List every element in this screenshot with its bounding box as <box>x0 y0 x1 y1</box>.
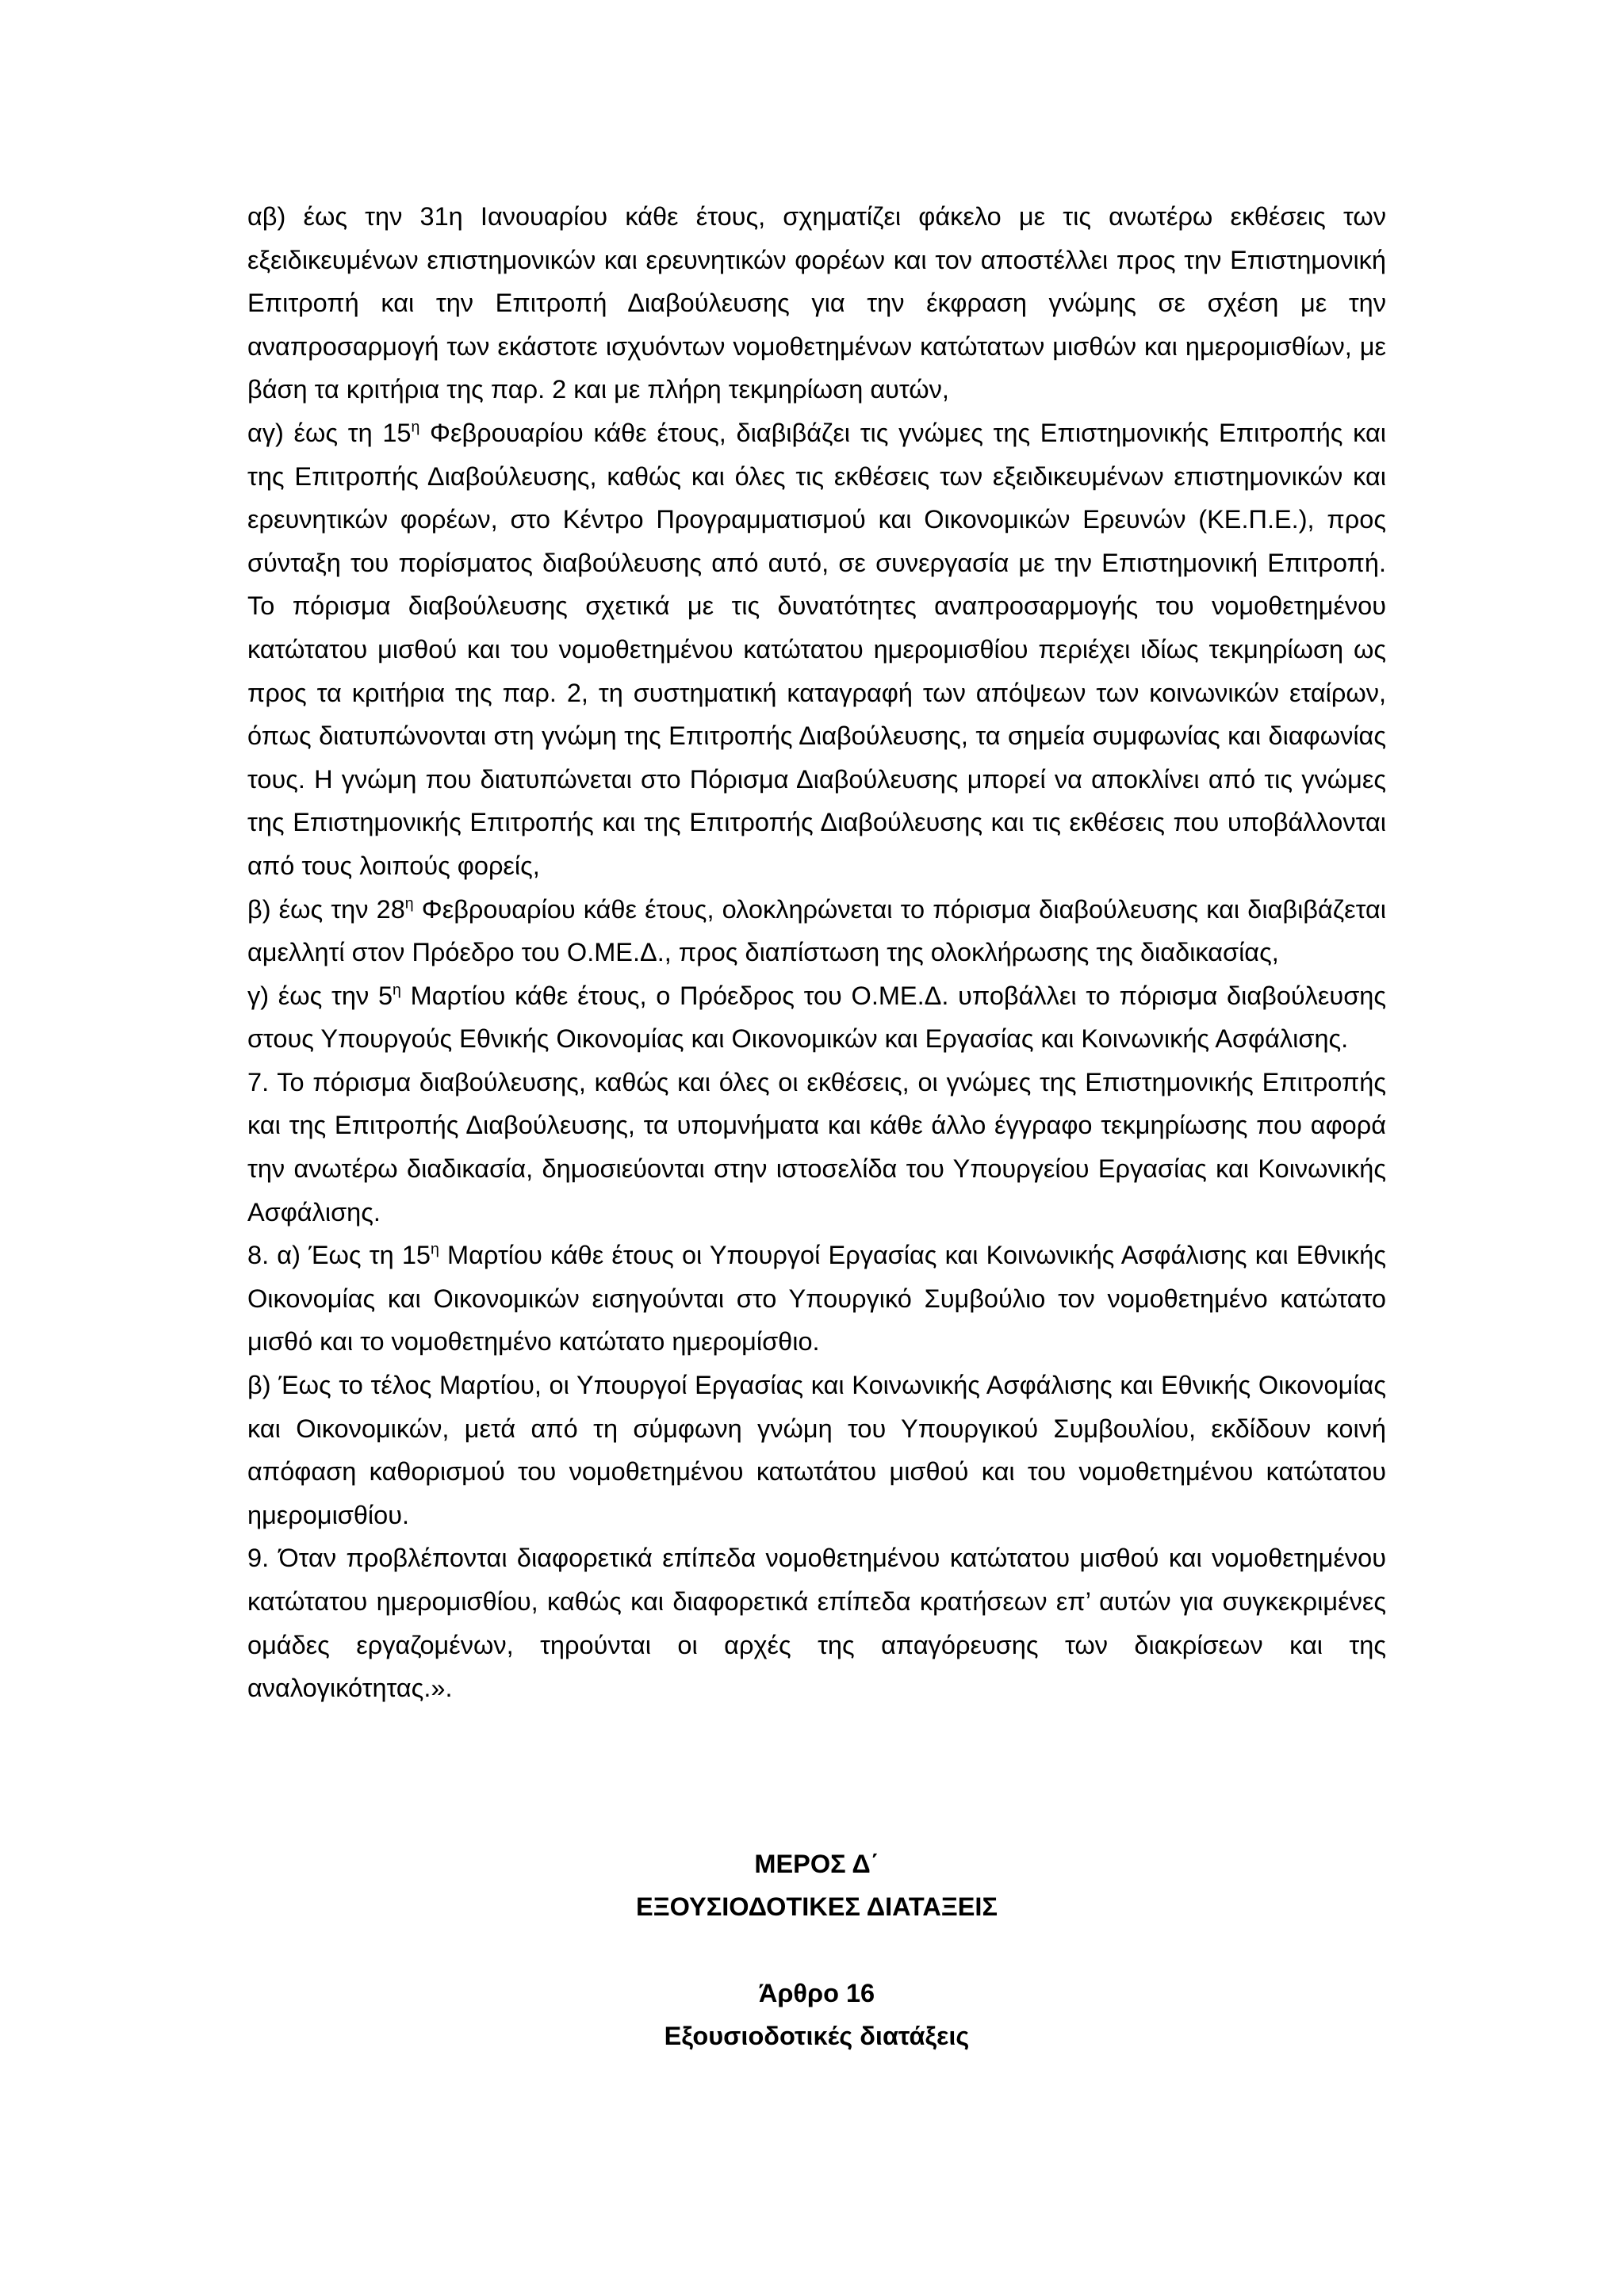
paragraph-7: 7. Το πόρισμα διαβούλευσης, καθώς και όλες οι εκθέσεις, οι γνώμες της Επιστημονικής Επιτροπής και της Επιτροπής Διαβούλευσης, τα υπομνήματα και κάθε άλλο έγγραφο τεκμηρίωσης που αφορά την ανωτέρω διαδικασία, δημοσιεύονται στην ιστοσελίδα του Υπουργείου Εργασίας και Κοινωνικής Ασφάλισης. <box>247 1067 1386 1226</box>
article-title: Εξουσιοδοτικές διατάξεις <box>664 2022 970 2050</box>
article-label: Άρθρο 16 <box>758 1979 875 2007</box>
part-heading <box>247 1843 1386 1928</box>
paragraph-8b: β) Έως το τέλος Μαρτίου, οι Υπουργοί Εργασίας και Κοινωνικής Ασφάλισης και Εθνικής Οικονομίας και Οικονομικών, μετά από τη σύμφωνη γνώμη του Υπουργικού Συμβουλίου, εκδίδουν κοινή απόφαση καθορισμού του νομοθετημένου κατωτάτου μισθού και του νομοθετημένου κατώτατου ημερομισθίου. <box>247 1371 1386 1529</box>
paragraph-b: β) έως την $28^\eta$ Φεβρουαρίου κάθε έτους, ολοκληρώνεται το πόρισμα διαβούλευσης και διαβιβάζεται αμελλητί στον Πρόεδρο του Ο.ΜΕ.Δ., προς διαπίστωση της ολοκλήρωσης της διαδικασίας, <box>247 894 1386 967</box>
paragraph-9: 9. Όταν προβλέπονται διαφορετικά επίπεδα νομοθετημένου κατώτατου μισθού και νομοθετημένου κατώτατου ημερομισθίου, καθώς και διαφορετικά επίπεδα κρατήσεων επ’ αυτών για συγκεκριμένες ομάδες εργαζομένων, τηρούνται οι αρχές της απαγόρευσης των διακρίσεων και της αναλογικότητας.». <box>247 1544 1386 1703</box>
paragraph-ag: αγ) έως τη $15^\eta$ Φεβρουαρίου κάθε έτους, διαβιβάζει τις γνώμες της Επιστημονικής Επιτροπής και της Επιτροπής Διαβούλευσης, καθώς και όλες τις εκθέσεις των εξειδικευμένων επιστημονικών και ερευνητικών φορέων, στο Κέντρο Προγραμματισμού και Οικονομικών Ερευνών (ΚΕ.Π.Ε.), προς σύνταξη του πορίσματος διαβούλευσης από αυτό, σε συνεργασία με την Επιστημονική Επιτροπή. Το πόρισμα διαβούλευσης σχετικά με τις δυνατότητες αναπροσαρμογής του νομοθετημένου κατώτατου μισθού και του νομοθετημένου κατώτατου ημερομισθίου περιέχει ιδίως τεκμηρίωση ως προς τα κριτήρια της παρ. 2, τη συστηματική καταγραφή των απόψεων των κοινωνικών εταίρων, όπως διατυπώνονται στη γνώμη της Επιτροπής Διαβούλευσης, τα σημεία συμφωνίας και διαφωνίας τους. Η γνώμη που διατυπώνεται στο Πόρισμα Διαβούλευσης μπορεί να αποκλίνει από τις γνώμες της Επιστημονικής Επιτροπής και της Επιτροπής Διαβούλευσης και τις εκθέσεις που υποβάλλονται από τους λοιπούς φορείς, <box>247 418 1386 880</box>
paragraph-g: γ) έως την $5^\eta$ Μαρτίου κάθε έτους, ο Πρόεδρος του Ο.ΜΕ.Δ. υποβάλλει το πόρισμα διαβούλευσης στους Υπουργούς Εθνικής Οικονομίας και Οικονομικών και Εργασίας και Κοινωνικής Ασφάλισης. <box>247 981 1386 1054</box>
paragraph-8a: 8. α) Έως τη $15^\eta$ Μαρτίου κάθε έτους οι Υπουργοί Εργασίας και Κοινωνικής Ασφάλισης και Εθνικής Οικονομίας και Οικονομικών εισηγούνται στο Υπουργικό Συμβούλιο τον νομοθετημένο κατώτατο μισθό και το νομοθετημένο κατώτατο ημερομίσθιο. <box>247 1240 1387 1357</box>
part-label: ΜΕΡΟΣ Δ΄ <box>754 1850 879 1878</box>
article-heading <box>247 1972 1386 2057</box>
document-body <box>247 195 1386 1710</box>
paragraph-ab: αβ) έως την 31η Ιανουαρίου κάθε έτους, σχηματίζει φάκελο με τις ανωτέρω εκθέσεις των εξειδικευμένων επιστημονικών και ερευνητικών φορέων και τον αποστέλλει προς την Επιστημονική Επιτροπή και την Επιτροπή Διαβούλευσης για την έκφραση γνώμης σε σχέση με την αναπροσαρμογή των εκάστοτε ισχυόντων νομοθετημένων κατώτατων μισθών και ημερομισθίων, με βάση τα κριτήρια της παρ. 2 και με πλήρη τεκμηρίωση αυτών, <box>247 202 1386 404</box>
part-title: ΕΞΟΥΣΙΟΔΟΤΙΚΕΣ ΔΙΑΤΑΞΕΙΣ <box>636 1892 998 1921</box>
